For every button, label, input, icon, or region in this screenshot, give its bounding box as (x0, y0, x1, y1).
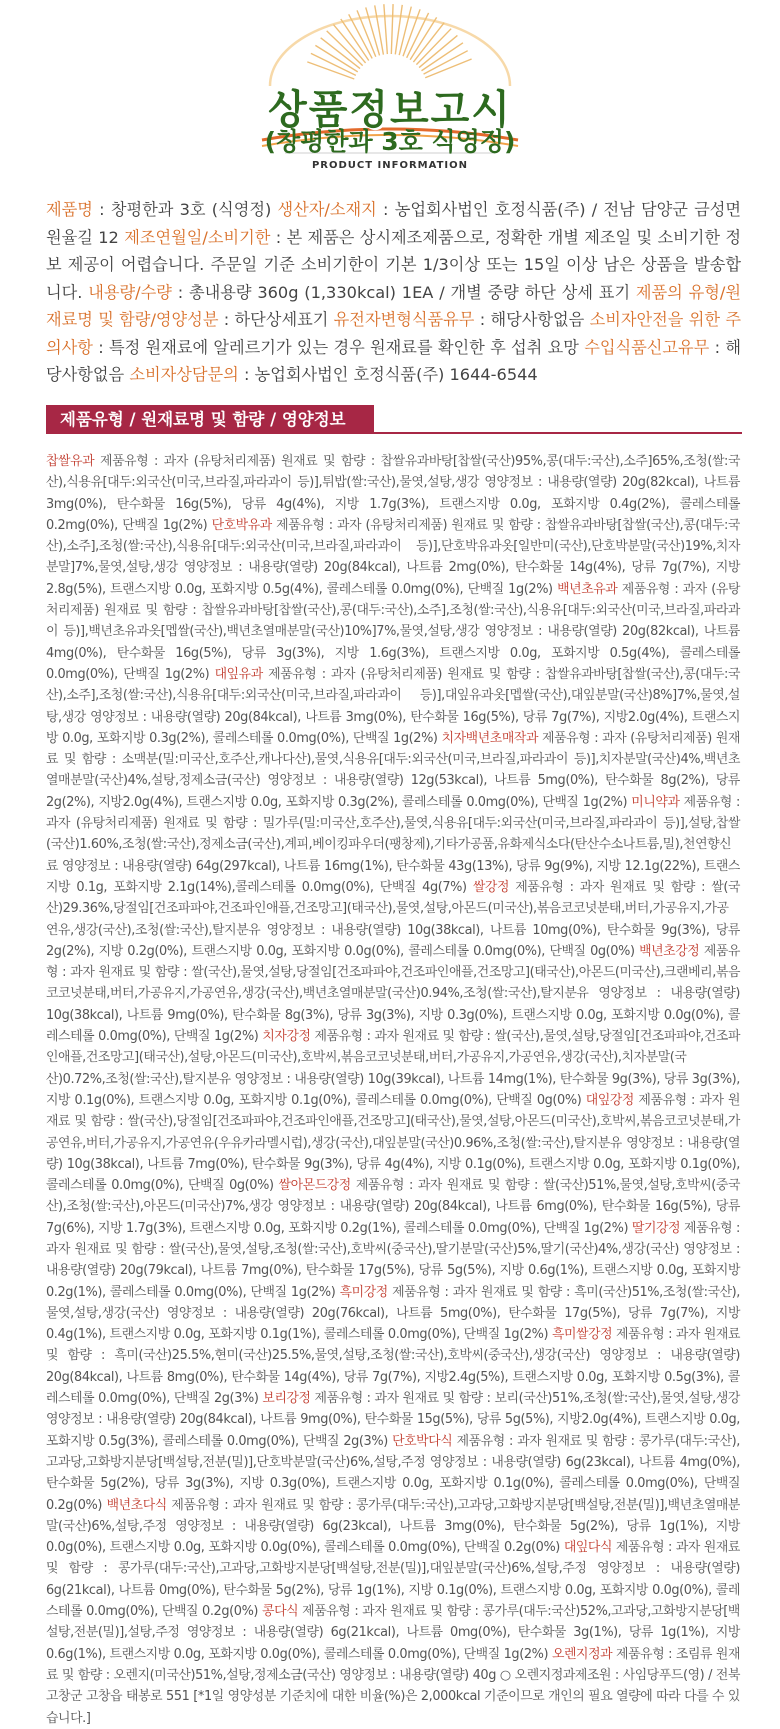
product-item-name: 대잎다식 (563, 1540, 613, 1556)
label-safety: 소비자안전을 위한 주의사항 (46, 310, 741, 357)
product-item-details: 제품유형 : 과자 원재료 및 함량 : 쌀(국산),물엿,설탕,당절임[건조파파야,건조파인애플,건조망고](태국산),아몬드(미국산),크랜베리,볶음코코넛분태,버터,가공유지,가공연유,생강(국산),백년초열매분말(국산)0.94%,조청(쌀:국산),탈지분유 영양정보 : 내용량(열량) 10g(38kcal), 나트륨 9mg(0%), 탄수화물 8g(3%), 당류 3g(3%), 지방 0.3g(0%), 트랜스지방 0.0g, 포화지방 0.0g(0%), 콜레스테롤 0.0mg(0%), 단백질 1g(2%) (46, 943, 740, 1045)
header (0, 0, 780, 185)
label-type: 제품의 유형/원재료명 및 함량/영양성분 (46, 282, 741, 329)
product-item-details: 제품유형 : 과자 원재료 및 함량 : 콩가루(대두:국산),고과당,고화방지분당[백설탕,전분(밀)],백년초열매분말(국산)6%,설탕,주정 영양정보 : 내용량(열량) 6g(23kcal), 나트륨 3mg(0%), 탄수화물 5g(2%), 당류 1g(1%), 지방 0.0g(0%), 트랜스지방 0.0g, 포화지방 0.0g(0%), 콜레스테롤 0.0mg(0%), 단백질 0.2g(0%) (46, 1497, 740, 1556)
product-item-name: 미니약과 (631, 794, 680, 810)
product-item-name: 대잎강정 (585, 1092, 634, 1108)
product-item-details: 제품유형 : 과자 (유탕처리제품) 원재료 및 함량 : 찹쌀유과바탕[찹쌀(국산),콩(대두:국산),소주],조청(쌀:국산),식용유[대두:외국산(미국,브라질,파라과이 등)],단호박유과옷[일반미(국산),단호박분말(국산)19%,치자분말]7%,물엿,설탕,생강 영양정보 : 내용량(열량) 20g(84kcal), 나트륨 2mg(0%), 탄수화물 14g(4%), 당류 7g(7%), 지방 2.8g(5%), 트랜스지방 0.0g, 포화지방 0.5g(4%), 콜레스테롤 0.0mg(0%), 단백질 1g(2%) (46, 517, 740, 597)
product-item-name: 오렌지정과 (551, 1646, 613, 1662)
product-item-details: 제품유형 : 과자 원재료 및 함량 : 콩가루(대두:국산)52%,고과당,고화방지분당[백설탕,전분(밀)],설탕,주정 영양정보 : 내용량(열량) 6g(21kcal), 나트륨 0mg(0%), 탄수화물 3g(1%), 당류 1g(1%), 지방0.6g(1%), 트랜스지방 0.0g, 포화지방 0.0g(0%), 콜레스테롤 0.0mg(0%), 단백질 1g(2%) (46, 1604, 740, 1662)
product-item-name: 백년초다식 (106, 1497, 167, 1513)
label-cs: 소비자상담문의 (129, 365, 239, 384)
product-item-details: 제품유형 : 과자 (유탕처리제품) 원재료 및 함량 : 밀가루(밀:미국산,호주산),물엿,식용유[대두:외국산(미국,브라질,파라과이 등)],설탕,찹쌀(국산)1.60%,조청(쌀:국산),정제소금(국산),계피,베이킹파우더(팽창제),기타가공품,유화제식소다(탄산수소나트륨,밀),천연향신료 영양정보 : 내용량(열량) 64g(297kcal), 나트륨 16mg(1%), 탄수화물 43g(13%), 당류 9g(9%), 지방 12.1g(22%), 트랜스지방 0.1g, 포화지방 2.1g(14%),콜레스테롤 0.0mg(0%), 단백질 4g(7%) (46, 794, 740, 895)
product-item-details: 제품유형 : 과자 원재료 및 함량 : 쌀(국산)51%,물엿,설탕,호박씨(중국산),조청(쌀:국산),아몬드(미국산)7%,생강 영양정보 : 내용량(열량) 20g(84kcal), 나트륨 6mg(0%), 탄수화물 16g(5%), 당류 7g(6%), 지방 1.7g(3%), 트랜스지방 0.0g, 포화지방 0.2g(1%), 콜레스테롤 0.0mg(0%), 단백질 1g(2%) (46, 1178, 741, 1236)
page-subtitle: (창평한과 3호 식영정) (264, 127, 516, 156)
product-item-details: 제품유형 : 과자 원재료 및 함량 : 쌀(국산),물엿,설탕,당절임[건조파파야,건조파인애플,건조망고](태국산),설탕,아몬드(미국산),호박씨,볶음코코넛분태,버터,가공유지,가공연유,생강(국산),치자분말(국산)0.72%,조청(쌀:국산),탈지분유 영양정보 : 내용량(열량) 10g(39kcal), 나트륨 14mg(1%), 탄수화물 9g(3%), 당류 3g(3%), 지방 0.1g(0%), 트랜스지방 0.0g, 포화지방 0.1g(0%), 콜레스테롤 0.0mg(0%), 단백질 0g(0%) (46, 1029, 740, 1108)
product-notice (46, 196, 741, 389)
product-item-details: 제품유형 : 과자 원재료 및 함량 : 쌀(국산)29.36%,당절임[건조파파야,건조파인애플,건조망고](태국산),물엿,설탕,아몬드(미국산),볶음코코넛분태,버터,가공유지,가공연유,생강(국산),조청(쌀:국산),탈지분유 영양정보 : 내용량(열량) 10g(38kcal), 나트륨 10mg(0%), 탄수화물 9g(3%), 당류 2g(2%), 지방 0.2g(0%), 트랜스지방 0.0g, 포화지방 0.0g(0%), 콜레스테롤 0.0mg(0%), 단백질 0g(0%) (46, 879, 741, 959)
product-item-details: 제품유형 : 과자 (유탕처리제품) 원재료 및 함량 : 찹쌀유과바탕[찹쌀(국산)95%,콩(대두:국산),소주]65%,조청(쌀:국산),식용유[대두:외국산(미국,브라질,파라과이 등)],튀밥(쌀:국산),물엿,설탕,생강 영양정보 : 내용량(열량) 20g(82kcal), 나트륨 3mg(0%), 탄수화물 16g(5%), 당류 4g(4%), 지방 1.7g(3%), 트랜스지방 0.0g, 포화지방 0.4g(2%), 콜레스테롤 0.2mg(0%), 단백질 1g(2%) (46, 454, 740, 533)
product-item-details: 제품유형 : 과자 (유탕처리제품) 원재료 및 함량 : 소맥분(밀:미국산,호주산,캐나다산),물엿,식용유[대두:외국산(미국,브라질,파라과이 등)],치자분말(국산)4%,백년초열매분말(국산)4%,설탕,정제소금(국산) 영양정보 : 내용량(열량) 12g(53kcal), 나트륨 5mg(0%), 탄수화물 8g(2%), 당류 2g(2%), 지방2.0g(4%), 트랜스지방 0.0g, 포화지방 0.3g(2%), 콜레스테롤 0.0mg(0%), 단백질 1g(2%) (46, 730, 740, 810)
value-cs: : 농업회사법인 호정식품(주) 1644-6544 (238, 365, 538, 384)
product-item-details: 제품유형 : 과자 원재료 및 함량 : 콩가루(대두:국산),고과당,고화방지분당[백설탕,전분(밀)],단호박분말(국산)6%,설탕,주정 영양정보 : 내용량(열량) 6g(23kcal), 나트륨 4mg(0%), 탄수화물 5g(2%), 당류 3g(3%), 지방 0.3g(0%), 트랜스지방 0.0g, 포화지방 0.1g(0%), 콜레스테롤 0.0mg(0%), 단백질 0.2g(0%) (46, 1433, 741, 1513)
label-product-name: 제품명 (46, 200, 93, 219)
label-producer: 생산자/소재지 (277, 200, 377, 219)
section-header (46, 405, 742, 434)
product-item-name: 백년초강정 (639, 943, 700, 959)
product-item-details: 제품유형 : 과자 원재료 및 함량 : 보리(국산)51%,조청(쌀:국산),물엿,설탕,생강 영양정보 : 내용량(열량) 20g(84kcal), 나트륨 9mg(0%), 탄수화물 15g(5%), 당류 5g(5%), 지방2.0g(4%), 트랜스지방 0.0g, 포화지방 0.5g(3%), 콜레스테롤 0.0mg(0%), 단백질 2g(3%) (46, 1391, 740, 1449)
product-item-details: 제품유형 : 과자 원재료 및 함량 : 쌀(국산),당절임[건조파파야,건조파인애플,건조망고](태국산),물엿,설탕,아몬드(미국산),호박씨,볶음코코넛분태,가공연유,버터,가공유지,가공연유(우유카라멜시럽),생강(국산),대잎분말(국산)0.96%,조청(쌀:국산),탈지분유 영양정보 : 내용량(열량) 10g(38kcal), 나트륨 7mg(0%), 탄수화물 9g(3%), 당류 4g(4%), 지방 0.1g(0%), 트랜스지방 0.0g, 포화지방 0.1g(0%), 콜레스테롤 0.0mg(0%), 단백질 0g(0%) (46, 1092, 740, 1194)
product-item-name: 단호박다식 (392, 1433, 453, 1449)
product-item-name: 보리강정 (262, 1391, 311, 1407)
value-product-name: : 창평한과 3호 (식영정) (92, 200, 278, 219)
product-item-details: 제품유형 : 과자 원재료 및 함량 : 흑미(국산)51%,조청(쌀:국산),물엿,설탕,생강(국산) 영양정보 : 내용량(열량) 20g(76kcal), 나트륨 5mg(0%), 탄수화물 17g(5%), 당류 7g(7%), 지방0.4g(1%), 트랜스지방 0.0g, 포화지방 0.1g(1%), 콜레스테롤 0.0mg(0%), 단백질 1g(2%) (46, 1284, 741, 1343)
page-caption: PRODUCT INFORMATION (311, 160, 469, 171)
label-mfg-date: 제조연월일/소비기한 (124, 227, 271, 247)
value-type: : 하단상세표기 (218, 310, 334, 329)
product-item-name: 대잎유과 (214, 666, 263, 682)
product-item-name: 치자강정 (262, 1029, 311, 1045)
product-details (46, 451, 740, 1729)
product-item-name: 쌀강정 (472, 879, 510, 895)
product-item-name: 단호박유과 (211, 517, 272, 533)
product-item-name: 치자백년초매작과 (441, 730, 538, 746)
label-import: 수입식품신고유무 (584, 337, 710, 357)
product-item-name: 딸기강정 (631, 1220, 681, 1236)
value-import: : 해당사항없음 (46, 337, 741, 384)
section-title: 제품유형 / 원재료명 및 함량 / 영양정보 (46, 405, 374, 434)
product-item-details: 제품유형 : 과자 원재료 및 함량 : 흑미(국산)25.5%,현미(국산)25.5%,물엿,설탕,조청(쌀:국산),호박씨(중국산),생강(국산) 영양정보 : 내용량(열량) 20g(84kcal), 나트륨 8mg(0%), 탄수화물 14g(4%), 당류 7g(7%), 지방2.4g(5%), 트랜스지방 0.0g, 포화지방 0.5g(3%), 콜레스테롤 0.0mg(0%), 단백질 2g(3%) (46, 1327, 740, 1407)
product-item-details: 제품유형 : 과자 (유탕처리제품) 원재료 및 함량 : 찹쌀유과바탕[찹쌀(국산),콩(대두:국산),소주],조청(쌀:국산),식용유[대두:외국산(미국,브라질,파라과이 등)],대잎유과옷[멥쌀(국산),대잎분말(국산)8%]7%,물엿,설탕,생강 영양정보 : 내용량(열량) 20g(84kcal), 나트륨 3mg(0%), 탄수화물 16g(5%), 당류 7g(7%), 지방2.0g(4%), 트랜스지방 0.0g, 포화지방 0.3g(2%), 콜레스테롤 0.0mg(0%), 단백질 1g(2%) (46, 666, 740, 746)
value-quantity: : 총내용량 360g (1,330kcal) 1EA / 개별 중량 하단 상세 표기 (171, 282, 636, 302)
product-item-name: 흑미강정 (339, 1284, 388, 1300)
product-item-name: 흑미쌀강정 (551, 1327, 613, 1343)
value-gmo: : 해당사항없음 (474, 310, 590, 329)
value-safety: : 특정 원재료에 알레르기가 있는 경우 원재료를 확인한 후 섭취 요망 (92, 337, 585, 357)
product-item-details: 제품유형 : 조림류 원재료 및 함량 : 오렌지(미국산)51%,설탕,정제소금(국산) 영양정보 : 내용량(열량) 40g ○ 오렌지정과제조원 : 사임당푸드(영) / 전북 고창군 고창읍 태봉로 551 [*1일 영양성분 기준치에 대한 비율(%)은 2,000kcal 기준이므로 개인의 필요 열량에 따라 다를 수 있습니다.] (46, 1646, 740, 1726)
product-item-name: 찹쌀유과 (46, 454, 95, 469)
product-item-details: 제품유형 : 과자 원재료 및 함량 : 콩가루(대두:국산),고과당,고화방지분당[백설탕,전분(밀)],대잎분말(국산)6%,설탕,주정 영양정보 : 내용량(열량) 6g(21kcal), 나트륨 0mg(0%), 탄수화물 5g(2%), 당류 1g(1%), 지방 0.1g(0%), 트랜스지방 0.0g, 포화지방 0.0g(0%), 콜레스테롤 0.0mg(0%), 단백질 0.2g(0%) (46, 1540, 740, 1620)
product-item-name: 콩다식 (262, 1604, 299, 1620)
product-item-name: 백년초유과 (557, 581, 618, 597)
label-gmo: 유전자변형식품유무 (333, 310, 475, 329)
product-item-details: 제품유형 : 과자 원재료 및 함량 : 쌀(국산),물엿,설탕,조청(쌀:국산),호박씨(중국산),딸기분말(국산)5%,딸기(국산)4%,생강(국산) 영양정보 : 내용량(열량) 20g(79kcal), 나트륨 7mg(0%), 탄수화물 17g(5%), 당류 5g(5%), 지방 0.6g(1%), 트랜스지방 0.0g, 포화지방 0.2g(1%), 콜레스테롤 0.0mg(0%), 단백질 1g(2%) (46, 1220, 740, 1300)
page-title: 상품정보고시 (268, 87, 512, 133)
value-producer: : 농업회사법인 호정식품(주) / 전남 담양군 금성면 원율길 12 (46, 200, 741, 247)
value-mfg-date: : 본 제품은 상시제조제품으로, 정확한 개별 제조일 및 소비기한 정보 제공이 어렵습니다. 주문일 기준 소비기한이 기본 1/3이상 또는 15일 이상 남은 상품을 발송합니다. (46, 227, 741, 302)
label-quantity: 내용량/수량 (88, 282, 172, 302)
product-item-details: 제품유형 : 과자 (유탕처리제품) 원재료 및 함량 : 찹쌀유과바탕[찹쌀(국산),콩(대두:국산),소주],조청(쌀:국산),식용유[대두:외국산(미국,브라질,파라과이 등)],백년초유과옷[멥쌀(국산),백년초열매분말(국산)10%]7%,물엿,설탕,생강 영양정보 : 내용량(열량) 20g(82kcal), 나트륨 4mg(0%), 탄수화물 16g(5%), 당류 3g(3%), 지방 1.6g(3%), 트랜스지방 0.0g, 포화지방 0.5g(4%), 콜레스테롤 0.0mg(0%), 단백질 1g(2%) (46, 581, 740, 682)
product-item-name: 쌀아몬드강정 (278, 1178, 351, 1194)
